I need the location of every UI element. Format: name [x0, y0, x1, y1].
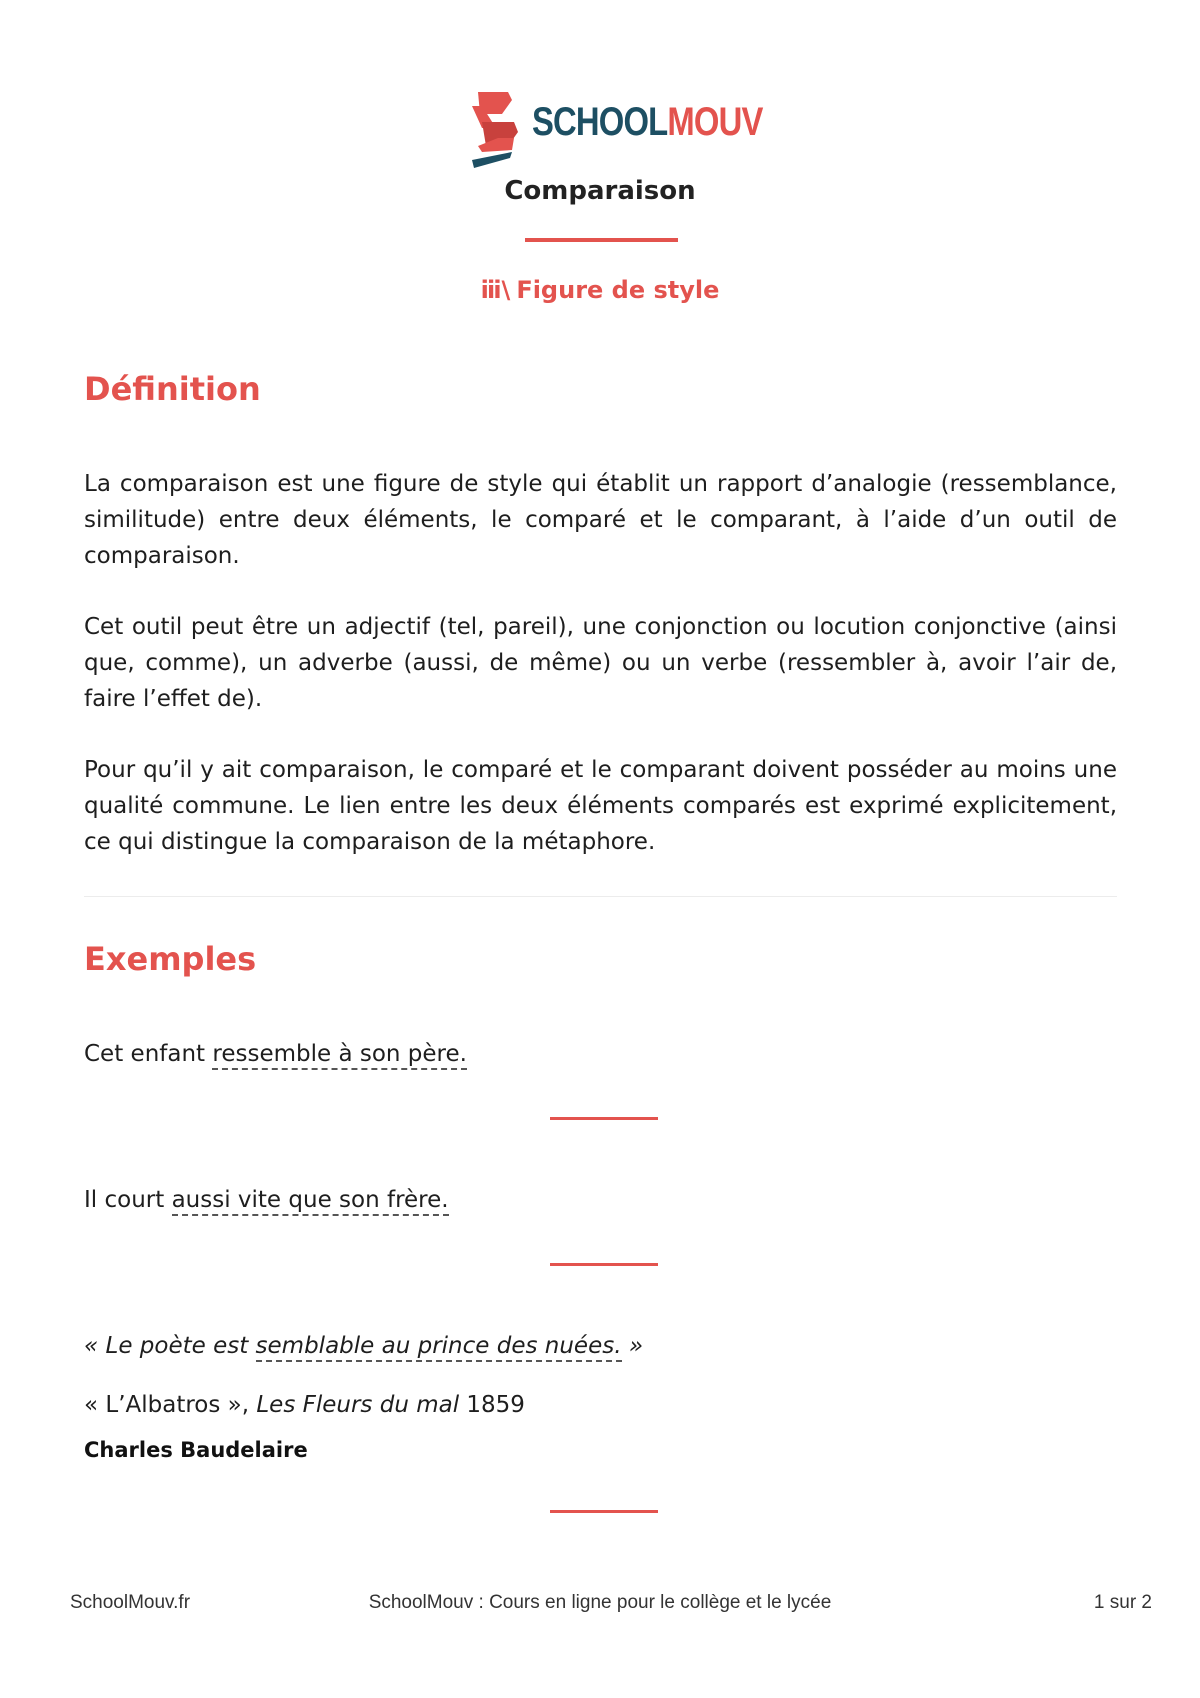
logo-wordmark-mouv: MOUV [667, 100, 763, 144]
figure-style-icon: ⅲ\ [480, 276, 511, 304]
example-divider-3 [550, 1510, 658, 1513]
example-divider-1 [550, 1117, 658, 1120]
title-divider [525, 238, 678, 242]
collection-title: Les Fleurs du mal [256, 1392, 460, 1418]
example-3-highlight: semblable au prince des nuées. [256, 1333, 622, 1362]
example-2-highlight: aussi vite que son frère. [172, 1187, 449, 1216]
logo-wordmark-school: SCHOOL [532, 100, 668, 144]
schoolmouv-logo [468, 88, 763, 172]
definition-heading: Définition [84, 370, 261, 408]
example-1-text: Cet enfant [84, 1041, 213, 1067]
example-divider-2 [550, 1263, 658, 1266]
example-2-text: Il court [84, 1187, 172, 1213]
definition-paragraph-3: Pour qu’il y ait comparaison, le comparé et le comparant doivent posséder au moins une qualité commune. Le lien entre les deux éléments comparés est exprimé explicitement, ce qui distingue la comparaison de la métaphore. [84, 757, 1117, 855]
logo-wordmark [532, 102, 763, 142]
footer-tagline: SchoolMouv : Cours en ligne pour le collège et le lycée [368, 1592, 832, 1613]
poem-title: « L’Albatros », [84, 1392, 250, 1418]
category-label [0, 276, 1200, 304]
example-1-highlight: ressemble à son père. [212, 1041, 467, 1070]
examples-heading: Exemples [84, 940, 257, 978]
quote-source [84, 1392, 525, 1418]
example-3-text: « Le poète est [84, 1333, 256, 1359]
example-3-quote [84, 1330, 1117, 1362]
example-2 [84, 1184, 1117, 1216]
definition-paragraph-2: Cet outil peut être un adjectif (tel, pareil), une conjonction ou locution conjonctive (ainsi que, comme), un adverbe (aussi, de même) ou un verbe (ressembler à, avoir l’air de, faire l’effet de). [84, 614, 1117, 712]
section-divider [84, 896, 1117, 897]
quote-author: Charles Baudelaire [84, 1438, 308, 1462]
definition-paragraph-1: La comparaison est une figure de style qui établit un rapport d’analogie (ressemblance, similitude) entre deux éléments, le comparé et le comparant, à l’aide d’un outil de comparaison. [84, 471, 1117, 569]
example-1 [84, 1038, 1117, 1070]
page-title: Comparaison [504, 176, 696, 206]
publication-year: 1859 [466, 1392, 525, 1418]
footer-page-number: 1 sur 2 [1093, 1592, 1152, 1613]
example-3-closing: » [621, 1333, 644, 1359]
footer-site: SchoolMouv.fr [70, 1592, 191, 1613]
category-text: Figure de style [516, 276, 720, 304]
schoolmouv-s-logo-icon [468, 88, 526, 172]
